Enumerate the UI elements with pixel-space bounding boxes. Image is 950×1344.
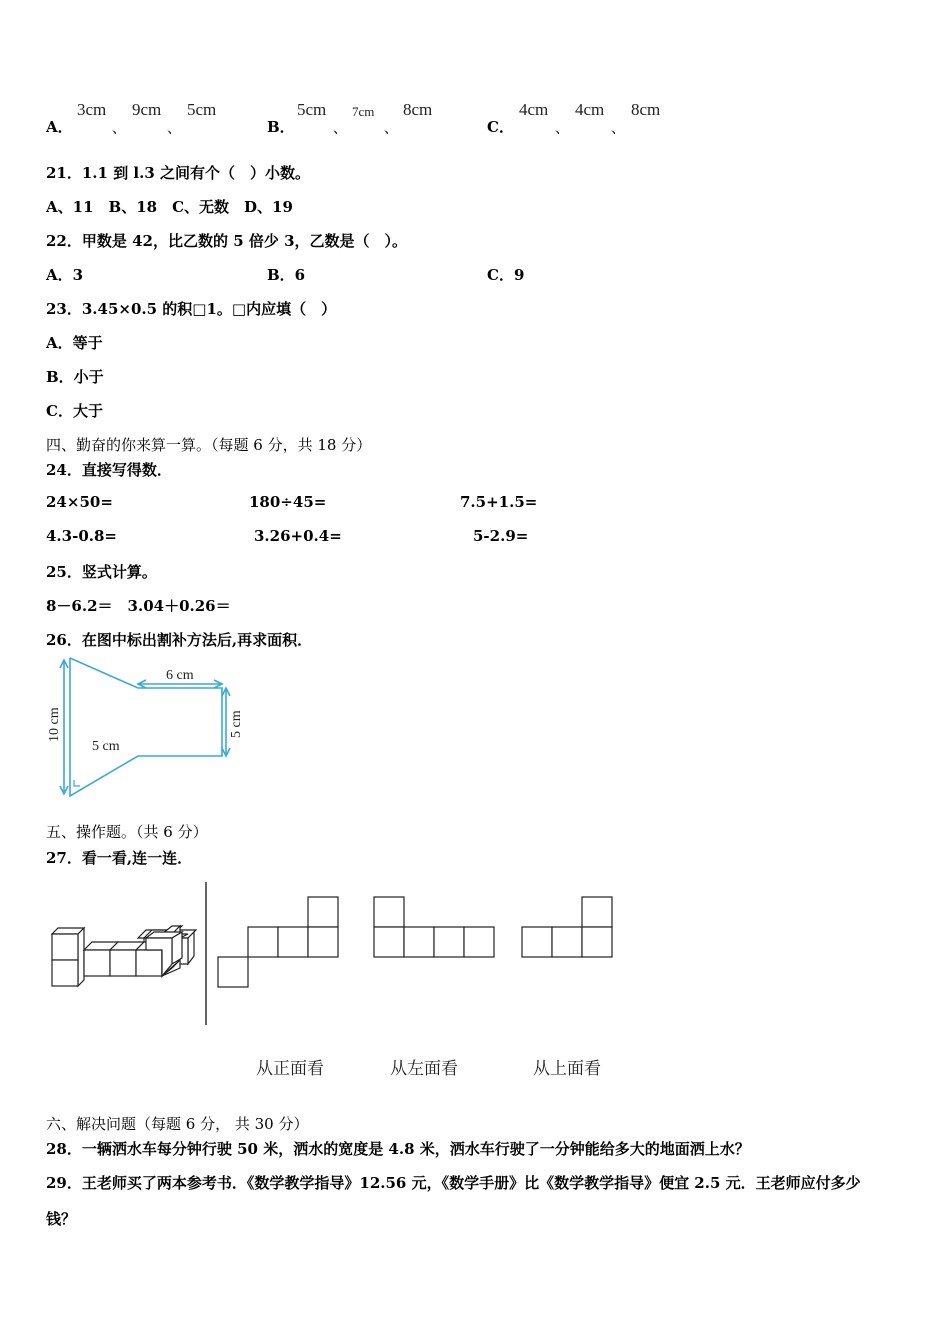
q27-stem: 27．看一看,连一连． [46,849,193,867]
view-label-front: 从正面看 [256,1059,324,1079]
separator: 、 [333,121,347,137]
section-6-heading: 六、解决问题（每题 6 分， 共 30 分） [46,1115,309,1133]
q21-options: A、11 B、18 C、无数 D、19 [46,198,293,216]
view-label-left: 从左面看 [390,1059,458,1079]
separator: 、 [167,121,181,137]
separator: 、 [555,121,569,137]
separator: 、 [384,121,398,137]
right-angle-mark [74,780,80,786]
q27-figures [44,876,624,1031]
length-value: 4cm [519,100,549,119]
option-letter: C． [487,118,514,136]
q24-expr: 24×50= [46,493,113,511]
view-left-grid [374,897,494,957]
length-value: 9cm [132,100,162,119]
q23-stem: 23．3.45×0.5 的积□1。□内应填（ ） [46,300,337,318]
q28-stem: 28．一辆洒水车每分钟行驶 50 米，洒水的宽度是 4.8 米，洒水车行驶了一分钟能给多大的地面洒上水？ [46,1140,750,1158]
cube-solid [52,926,196,986]
separator: 、 [112,121,126,137]
q23-option-b: B．小于 [46,368,104,386]
q24-stem: 24．直接写得数． [46,461,172,479]
label-left: 10 cm [47,707,62,742]
length-value: 3cm [77,100,107,119]
length-value: 5cm [187,100,217,119]
q22-option-b: B．6 [267,266,306,284]
length-value: 8cm [403,100,433,119]
view-front-grid [218,897,338,987]
q24-expr: 3.26+0.4= [254,527,342,545]
q26-stem: 26．在图中标出割补方法后,再求面积． [46,631,313,649]
q23-option-a: A．等于 [46,334,103,352]
q24-expr: 180÷45= [249,493,327,511]
q23-option-c: C．大于 [46,402,103,420]
length-value: 7cm [352,104,375,119]
option-letter: B． [267,118,295,136]
trapezoid-diagram [40,650,260,805]
q29-stem-line2: 钱？ [46,1210,77,1228]
length-value: 5cm [297,100,327,119]
option-letter: A． [46,118,73,136]
q22-option-a: A．3 [46,266,84,284]
q25-stem: 25．竖式计算。 [46,563,157,581]
q21-stem: 21．1.1 到 l.3 之间有个（ ）小数。 [46,164,310,182]
shape-outline [70,658,222,796]
length-value: 8cm [631,100,661,119]
q25-expressions: 8－6.2＝ 3.04＋0.26＝ [46,597,231,615]
section-4-heading: 四、勤奋的你来算一算。（每题 6 分，共 18 分） [46,436,372,454]
section-5-heading: 五、操作题。（共 6 分） [46,823,208,841]
length-value: 4cm [575,100,605,119]
q24-expr: 7.5+1.5= [460,493,538,511]
q24-expr: 4.3-0.8= [46,527,117,545]
q29-stem-line1: 29．王老师买了两本参考书．《数学教学指导》12.56 元，《数学手册》比《数学教学指导》便宜 2.5 元．王老师应付多少 [46,1174,861,1192]
label-right: 5 cm [229,710,244,738]
q22-option-c: C．9 [487,266,525,284]
q22-stem: 22．甲数是 42，比乙数的 5 倍少 3，乙数是（ ）。 [46,232,408,250]
view-top-grid [522,897,612,957]
label-top: 6 cm [166,668,194,683]
view-label-top: 从上面看 [533,1059,601,1079]
separator: 、 [611,121,625,137]
q24-expr: 5-2.9= [473,527,529,545]
label-mid: 5 cm [92,739,120,754]
